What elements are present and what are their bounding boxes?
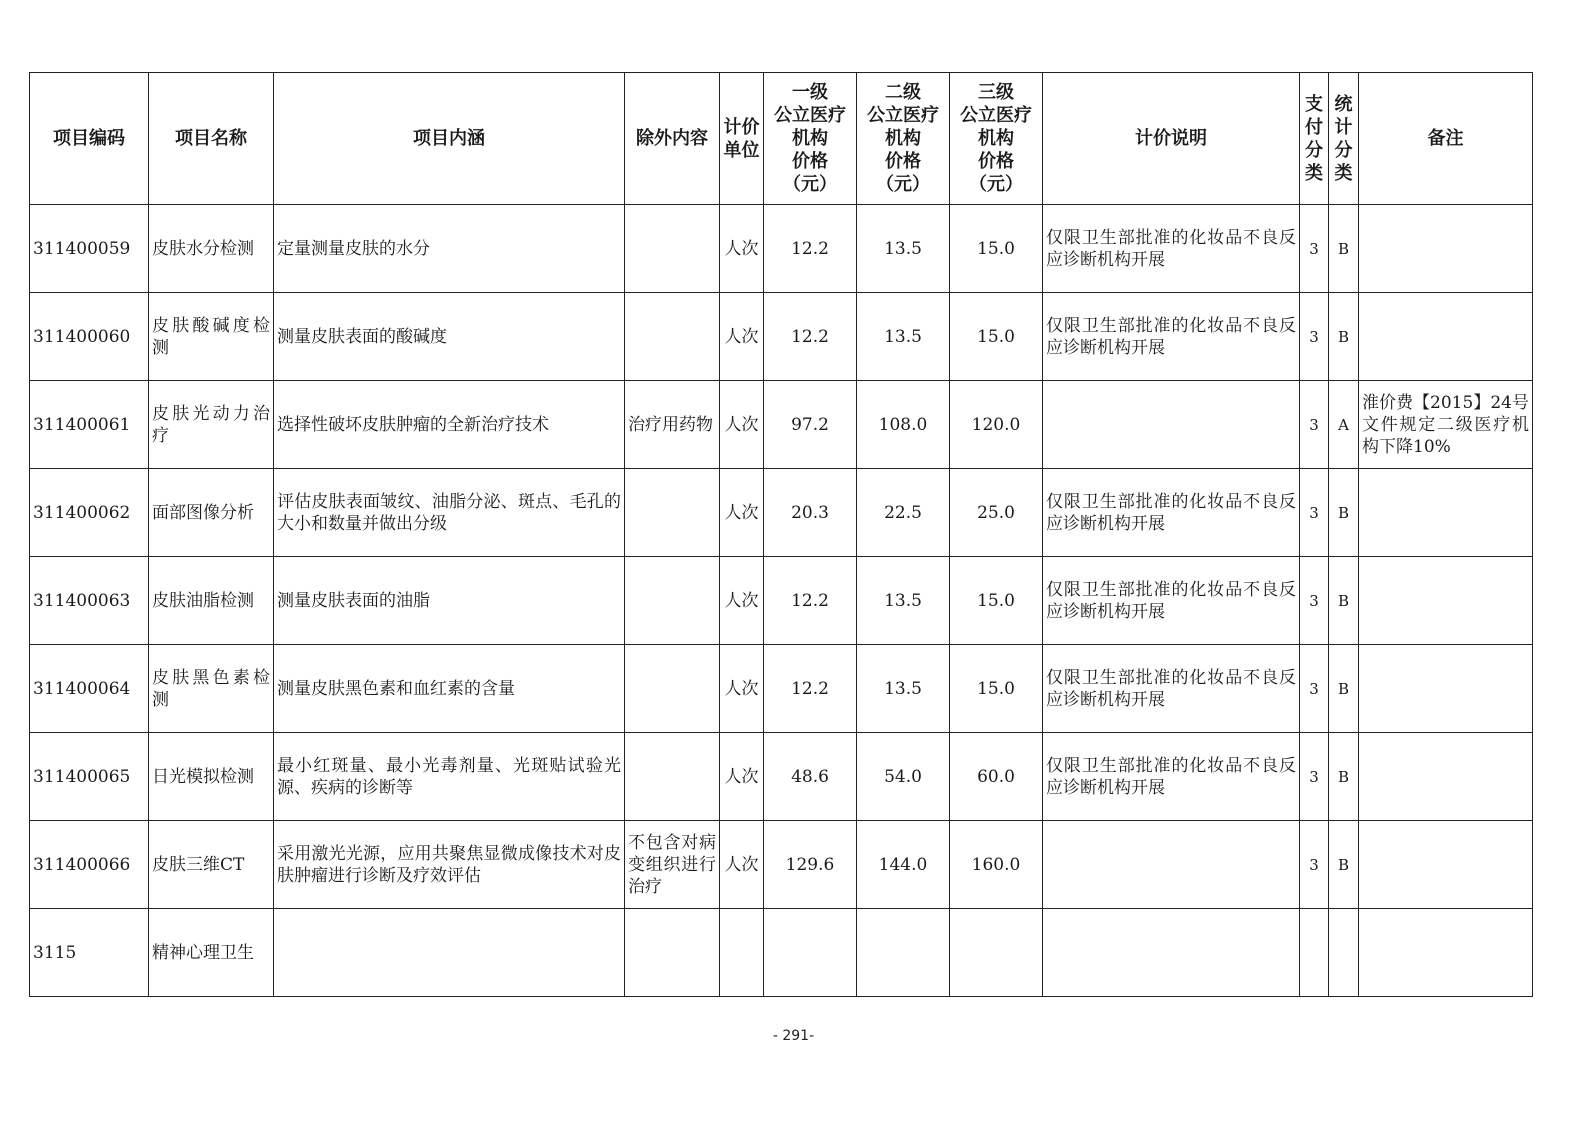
item-name: 面部图像分析: [149, 469, 274, 557]
header-price-level2: 二级 公立医疗 机构 价格 （元）: [857, 73, 950, 205]
price-level3: 120.0: [950, 381, 1043, 469]
item-name: 皮肤酸碱度检测: [149, 293, 274, 381]
item-unit: 人次: [720, 557, 764, 645]
price-table: [29, 72, 1533, 997]
price-level1: [764, 909, 857, 997]
table-row: [30, 469, 1533, 557]
price-level2: 54.0: [857, 733, 950, 821]
header-code: 项目编码: [30, 73, 149, 205]
pay-class: [1300, 909, 1329, 997]
item-name: 皮肤黑色素检测: [149, 645, 274, 733]
pay-class: 3: [1300, 645, 1329, 733]
item-code: 311400064: [30, 645, 149, 733]
price-level3: [950, 909, 1043, 997]
item-unit: 人次: [720, 381, 764, 469]
item-content: 采用激光光源，应用共聚焦显微成像技术对皮肤肿瘤进行诊断及疗效评估: [274, 821, 625, 909]
item-unit: 人次: [720, 293, 764, 381]
item-content: 测量皮肤表面的油脂: [274, 557, 625, 645]
item-note: [1359, 909, 1533, 997]
price-level1: 129.6: [764, 821, 857, 909]
stat-class: B: [1329, 557, 1359, 645]
pay-class: 3: [1300, 821, 1329, 909]
item-name: 日光模拟检测: [149, 733, 274, 821]
item-note: [1359, 557, 1533, 645]
item-code: 3115: [30, 909, 149, 997]
table-row: [30, 645, 1533, 733]
item-explanation: 仅限卫生部批准的化妆品不良反应诊断机构开展: [1043, 293, 1300, 381]
price-level1: 48.6: [764, 733, 857, 821]
table-row: [30, 293, 1533, 381]
table-row: [30, 909, 1533, 997]
stat-class: B: [1329, 293, 1359, 381]
item-code: 311400065: [30, 733, 149, 821]
item-explanation: [1043, 821, 1300, 909]
price-level1: 12.2: [764, 293, 857, 381]
header-content: 项目内涵: [274, 73, 625, 205]
pay-class: 3: [1300, 205, 1329, 293]
item-excluded: [625, 293, 720, 381]
price-level3: 160.0: [950, 821, 1043, 909]
price-level3: 15.0: [950, 645, 1043, 733]
item-note: [1359, 645, 1533, 733]
item-explanation: 仅限卫生部批准的化妆品不良反应诊断机构开展: [1043, 205, 1300, 293]
stat-class: B: [1329, 821, 1359, 909]
item-name: 皮肤水分检测: [149, 205, 274, 293]
table-row: [30, 381, 1533, 469]
item-content: 测量皮肤表面的酸碱度: [274, 293, 625, 381]
item-code: 311400060: [30, 293, 149, 381]
stat-class: B: [1329, 469, 1359, 557]
header-row: [30, 73, 1533, 205]
item-excluded: [625, 909, 720, 997]
pay-class: 3: [1300, 733, 1329, 821]
pay-class: 3: [1300, 469, 1329, 557]
item-content: 定量测量皮肤的水分: [274, 205, 625, 293]
item-excluded: [625, 645, 720, 733]
price-level2: 13.5: [857, 293, 950, 381]
item-content: [274, 909, 625, 997]
header-unit: 计价单位: [720, 73, 764, 205]
price-level3: 25.0: [950, 469, 1043, 557]
item-note: [1359, 205, 1533, 293]
item-name: 皮肤光动力治疗: [149, 381, 274, 469]
item-name: 皮肤油脂检测: [149, 557, 274, 645]
item-excluded: [625, 469, 720, 557]
item-excluded: [625, 557, 720, 645]
pay-class: 3: [1300, 293, 1329, 381]
item-code: 311400066: [30, 821, 149, 909]
header-note: 备注: [1359, 73, 1533, 205]
item-note: [1359, 469, 1533, 557]
table-row: [30, 557, 1533, 645]
stat-class: [1329, 909, 1359, 997]
item-explanation: [1043, 909, 1300, 997]
price-level2: [857, 909, 950, 997]
item-name: 精神心理卫生: [149, 909, 274, 997]
header-price-level3: 三级 公立医疗 机构 价格 （元）: [950, 73, 1043, 205]
price-level1: 12.2: [764, 205, 857, 293]
header-stat-class: 统计分类: [1329, 73, 1359, 205]
item-unit: 人次: [720, 821, 764, 909]
price-level3: 15.0: [950, 293, 1043, 381]
header-explanation: 计价说明: [1043, 73, 1300, 205]
price-level1: 12.2: [764, 645, 857, 733]
item-excluded: [625, 733, 720, 821]
price-level2: 108.0: [857, 381, 950, 469]
price-level2: 144.0: [857, 821, 950, 909]
table-row: [30, 205, 1533, 293]
item-excluded: 治疗用药物: [625, 381, 720, 469]
price-level3: 60.0: [950, 733, 1043, 821]
item-explanation: [1043, 381, 1300, 469]
header-name: 项目名称: [149, 73, 274, 205]
item-code: 311400062: [30, 469, 149, 557]
item-excluded: [625, 205, 720, 293]
item-code: 311400059: [30, 205, 149, 293]
pay-class: 3: [1300, 557, 1329, 645]
item-unit: 人次: [720, 645, 764, 733]
price-level2: 22.5: [857, 469, 950, 557]
price-level2: 13.5: [857, 645, 950, 733]
item-excluded: 不包含对病变组织进行治疗: [625, 821, 720, 909]
item-note: [1359, 821, 1533, 909]
table-row: [30, 733, 1533, 821]
item-explanation: 仅限卫生部批准的化妆品不良反应诊断机构开展: [1043, 645, 1300, 733]
item-content: 最小红斑量、最小光毒剂量、光斑贴试验光源、疾病的诊断等: [274, 733, 625, 821]
stat-class: A: [1329, 381, 1359, 469]
header-pay-class: 支付分类: [1300, 73, 1329, 205]
item-unit: 人次: [720, 205, 764, 293]
item-unit: [720, 909, 764, 997]
pay-class: 3: [1300, 381, 1329, 469]
item-code: 311400063: [30, 557, 149, 645]
item-explanation: 仅限卫生部批准的化妆品不良反应诊断机构开展: [1043, 557, 1300, 645]
price-level1: 20.3: [764, 469, 857, 557]
price-level1: 12.2: [764, 557, 857, 645]
item-note: [1359, 733, 1533, 821]
item-unit: 人次: [720, 733, 764, 821]
stat-class: B: [1329, 733, 1359, 821]
page-number: - 291-: [772, 1028, 815, 1044]
item-content: 选择性破坏皮肤肿瘤的全新治疗技术: [274, 381, 625, 469]
item-code: 311400061: [30, 381, 149, 469]
item-name: 皮肤三维CT: [149, 821, 274, 909]
item-note: [1359, 293, 1533, 381]
price-level3: 15.0: [950, 557, 1043, 645]
item-explanation: 仅限卫生部批准的化妆品不良反应诊断机构开展: [1043, 469, 1300, 557]
price-level3: 15.0: [950, 205, 1043, 293]
price-level1: 97.2: [764, 381, 857, 469]
item-unit: 人次: [720, 469, 764, 557]
header-excluded: 除外内容: [625, 73, 720, 205]
item-explanation: 仅限卫生部批准的化妆品不良反应诊断机构开展: [1043, 733, 1300, 821]
item-note: 淮价费【2015】24号文件规定二级医疗机构下降10%: [1359, 381, 1533, 469]
stat-class: B: [1329, 645, 1359, 733]
price-level2: 13.5: [857, 205, 950, 293]
header-price-level1: 一级 公立医疗 机构 价格 （元）: [764, 73, 857, 205]
item-content: 评估皮肤表面皱纹、油脂分泌、斑点、毛孔的大小和数量并做出分级: [274, 469, 625, 557]
item-content: 测量皮肤黑色素和血红素的含量: [274, 645, 625, 733]
stat-class: B: [1329, 205, 1359, 293]
table-row: [30, 821, 1533, 909]
price-level2: 13.5: [857, 557, 950, 645]
